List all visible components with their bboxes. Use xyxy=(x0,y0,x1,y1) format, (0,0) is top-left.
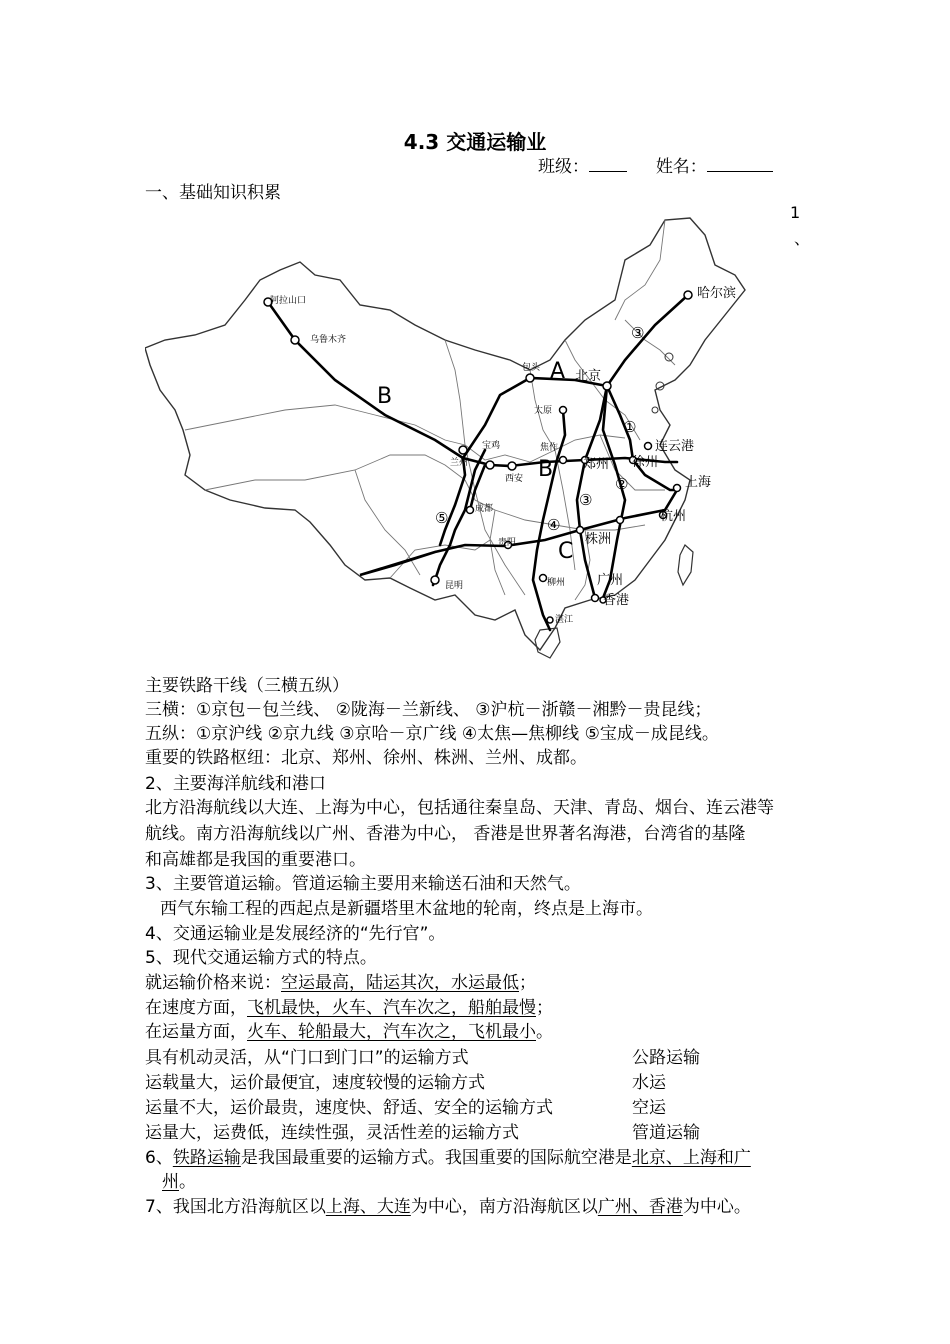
answer-text: 上海、大连 xyxy=(325,1197,411,1217)
label-guiyang: 贵阳 xyxy=(498,538,517,548)
text-line xyxy=(145,996,553,1020)
station-chengdu xyxy=(467,507,474,514)
label-beijing: 北京 xyxy=(575,369,602,384)
label-baotou: 包头 xyxy=(522,363,541,373)
class-blank[interactable] xyxy=(589,155,627,172)
station-lanzhou xyxy=(459,446,467,454)
text-span: 7、我国北方沿海航区以 xyxy=(145,1197,326,1217)
station-beijing xyxy=(603,382,611,390)
label-alashankou: 阿拉山口 xyxy=(270,296,307,306)
label-line-b-west: B xyxy=(377,384,393,409)
station-jiaozuo xyxy=(560,457,567,464)
text-line xyxy=(145,1020,553,1044)
text-line xyxy=(145,971,536,995)
label-n4: ④ xyxy=(547,516,561,534)
match-left: 运量大，运费低，连续性强，灵活性差的运输方式 xyxy=(145,1123,519,1143)
station-urumqi xyxy=(291,336,299,344)
label-hongkong: 香港 xyxy=(603,593,630,608)
label-lianyungang: 连云港 xyxy=(655,439,695,454)
hainan-island xyxy=(535,628,560,658)
railway-map xyxy=(145,200,800,670)
label-zhanjiang: 湛江 xyxy=(555,615,574,625)
station-nanchang xyxy=(617,517,624,524)
answer-text: 北京、上海和广 xyxy=(631,1148,751,1168)
text-line: 主要铁路干线（三横五纵） xyxy=(145,676,349,696)
label-baoji: 宝鸡 xyxy=(482,441,501,451)
text-span: 是我国最重要的运输方式。我国重要的国际航空港是 xyxy=(240,1148,632,1168)
match-right: 管道运输 xyxy=(632,1123,700,1143)
label-line-b-mid: B xyxy=(538,457,554,482)
label-line-c: C xyxy=(558,539,574,564)
answer-text: 广州、香港 xyxy=(597,1197,683,1217)
label-line-a: A xyxy=(550,359,566,384)
page-title: 4.3 交通运输业 xyxy=(403,130,547,154)
text-line xyxy=(145,1195,751,1219)
text-span: 为中心。 xyxy=(682,1197,751,1217)
lake-mark xyxy=(652,407,658,413)
label-xian: 西安 xyxy=(505,474,524,484)
text-line: 3、主要管道运输。管道运输主要用来输送石油和天然气。 xyxy=(145,874,581,894)
match-right: 公路运输 xyxy=(632,1048,700,1068)
label-zhengzhou: 郑州 xyxy=(583,457,610,472)
text-line: 北方沿海航线以大连、上海为中心，包括通往秦皇岛、天津、青岛、烟台、连云港等 xyxy=(145,798,774,818)
answer-text: 飞机最快，火车、汽车次之，船舶最慢 xyxy=(247,998,536,1018)
rail-huhang-zheganxiangqian-guikun xyxy=(360,490,677,575)
text-span: 在速度方面， xyxy=(145,998,247,1018)
text-line: 三横：①京包－包兰线、 ②陇海－兰新线、 ③沪杭－浙赣－湘黔－贵昆线； xyxy=(145,700,712,720)
text-span: 就运输价格来说： xyxy=(145,973,281,993)
station-guangzhou xyxy=(592,595,599,602)
station-shanghai xyxy=(674,485,681,492)
station-lianyungang xyxy=(645,443,652,450)
railway-lines xyxy=(268,295,688,630)
text-span: 在运量方面， xyxy=(145,1022,247,1042)
match-right: 空运 xyxy=(632,1098,666,1118)
label-kunming: 昆明 xyxy=(445,581,464,591)
station-xian xyxy=(508,462,516,470)
text-line: 西气东输工程的西起点是新疆塔里木盆地的轮南，终点是上海市。 xyxy=(160,899,653,919)
text-line: 五纵：①京沪线 ②京九线 ③京哈－京广线 ④太焦—焦柳线 ⑤宝成－成昆线。 xyxy=(145,724,719,744)
label-lanzhou: 兰州 xyxy=(450,458,469,468)
label-n3-harbin: ③ xyxy=(631,324,645,342)
label-harbin: 哈尔滨 xyxy=(697,286,737,301)
city-labels xyxy=(270,294,573,625)
station-taiyuan xyxy=(560,407,567,414)
answer-text: 铁路运输 xyxy=(172,1148,241,1168)
text-line: 4、交通运输业是发展经济的“先行官”。 xyxy=(145,924,446,944)
text-line xyxy=(145,1146,751,1170)
label-taiyuan: 太原 xyxy=(534,406,553,416)
item-number: 1 xyxy=(790,203,801,222)
station-zhuzhou xyxy=(577,527,584,534)
text-span: 。 xyxy=(536,1022,553,1042)
station-zhanjiang xyxy=(547,617,553,623)
text-line: 和高雄都是我国的重要港口。 xyxy=(145,850,366,870)
label-urumqi: 乌鲁木齐 xyxy=(310,335,347,345)
label-guangzhou: 广州 xyxy=(597,573,624,588)
text-line: 5、现代交通运输方式的特点。 xyxy=(145,948,377,968)
match-left: 运量不大，运价最贵，速度快、舒适、安全的运输方式 xyxy=(145,1098,553,1118)
class-label: 班级： xyxy=(538,157,589,177)
label-jiaozuo: 焦作 xyxy=(540,443,559,453)
text-span: 。 xyxy=(179,1172,196,1192)
text-line: 航线。南方沿海航线以广州、香港为中心， 香港是世界著名海港，台湾省的基隆 xyxy=(145,824,746,844)
class-name-line xyxy=(538,152,773,177)
answer-text: 州 xyxy=(162,1172,179,1192)
label-xuzhou: 徐州 xyxy=(632,455,659,470)
label-liuzhou: 柳州 xyxy=(547,578,566,588)
text-line: 重要的铁路枢纽：北京、郑州、徐州、株洲、兰州、成都。 xyxy=(145,748,587,768)
label-n1: ① xyxy=(623,418,637,436)
station-liuzhou xyxy=(540,575,547,582)
text-span: 6、 xyxy=(145,1148,173,1168)
station-baoji xyxy=(486,461,494,469)
label-n2: ② xyxy=(615,475,629,493)
label-n5: ⑤ xyxy=(435,509,449,527)
match-right: 水运 xyxy=(632,1073,666,1093)
label-chengdu: 成都 xyxy=(475,504,494,514)
text-line: 2、主要海洋航线和港口 xyxy=(145,774,326,794)
answer-text: 空运最高，陆运其次，水运最低 xyxy=(281,973,519,993)
match-left: 运载量大，运价最便宜，速度较慢的运输方式 xyxy=(145,1073,485,1093)
station-baotou xyxy=(526,374,534,382)
text-span: ； xyxy=(536,998,553,1018)
name-blank[interactable] xyxy=(707,155,773,172)
answer-text: 火车、轮船最大，汽车次之，飞机最小 xyxy=(247,1022,536,1042)
label-zhuzhou: 株洲 xyxy=(585,532,612,547)
lake-mark xyxy=(665,353,673,361)
label-shanghai: 上海 xyxy=(685,475,712,490)
text-span: 为中心，南方沿海航区以 xyxy=(410,1197,598,1217)
city-labels-large xyxy=(575,285,736,608)
label-n3-mid: ③ xyxy=(579,491,593,509)
label-hangzhou: 杭州 xyxy=(660,509,687,524)
item-number-mark: 、 xyxy=(794,229,811,248)
rail-longhai-lanxin xyxy=(268,302,677,466)
station-harbin xyxy=(684,291,692,299)
text-span: ； xyxy=(519,973,536,993)
match-left: 具有机动灵活，从“门口到门口”的运输方式 xyxy=(145,1048,469,1068)
taiwan-island xyxy=(678,545,693,585)
station-kunming xyxy=(431,576,439,584)
section-heading: 一、基础知识积累 xyxy=(145,183,281,203)
name-label: 姓名： xyxy=(655,157,707,177)
text-line xyxy=(162,1170,196,1194)
